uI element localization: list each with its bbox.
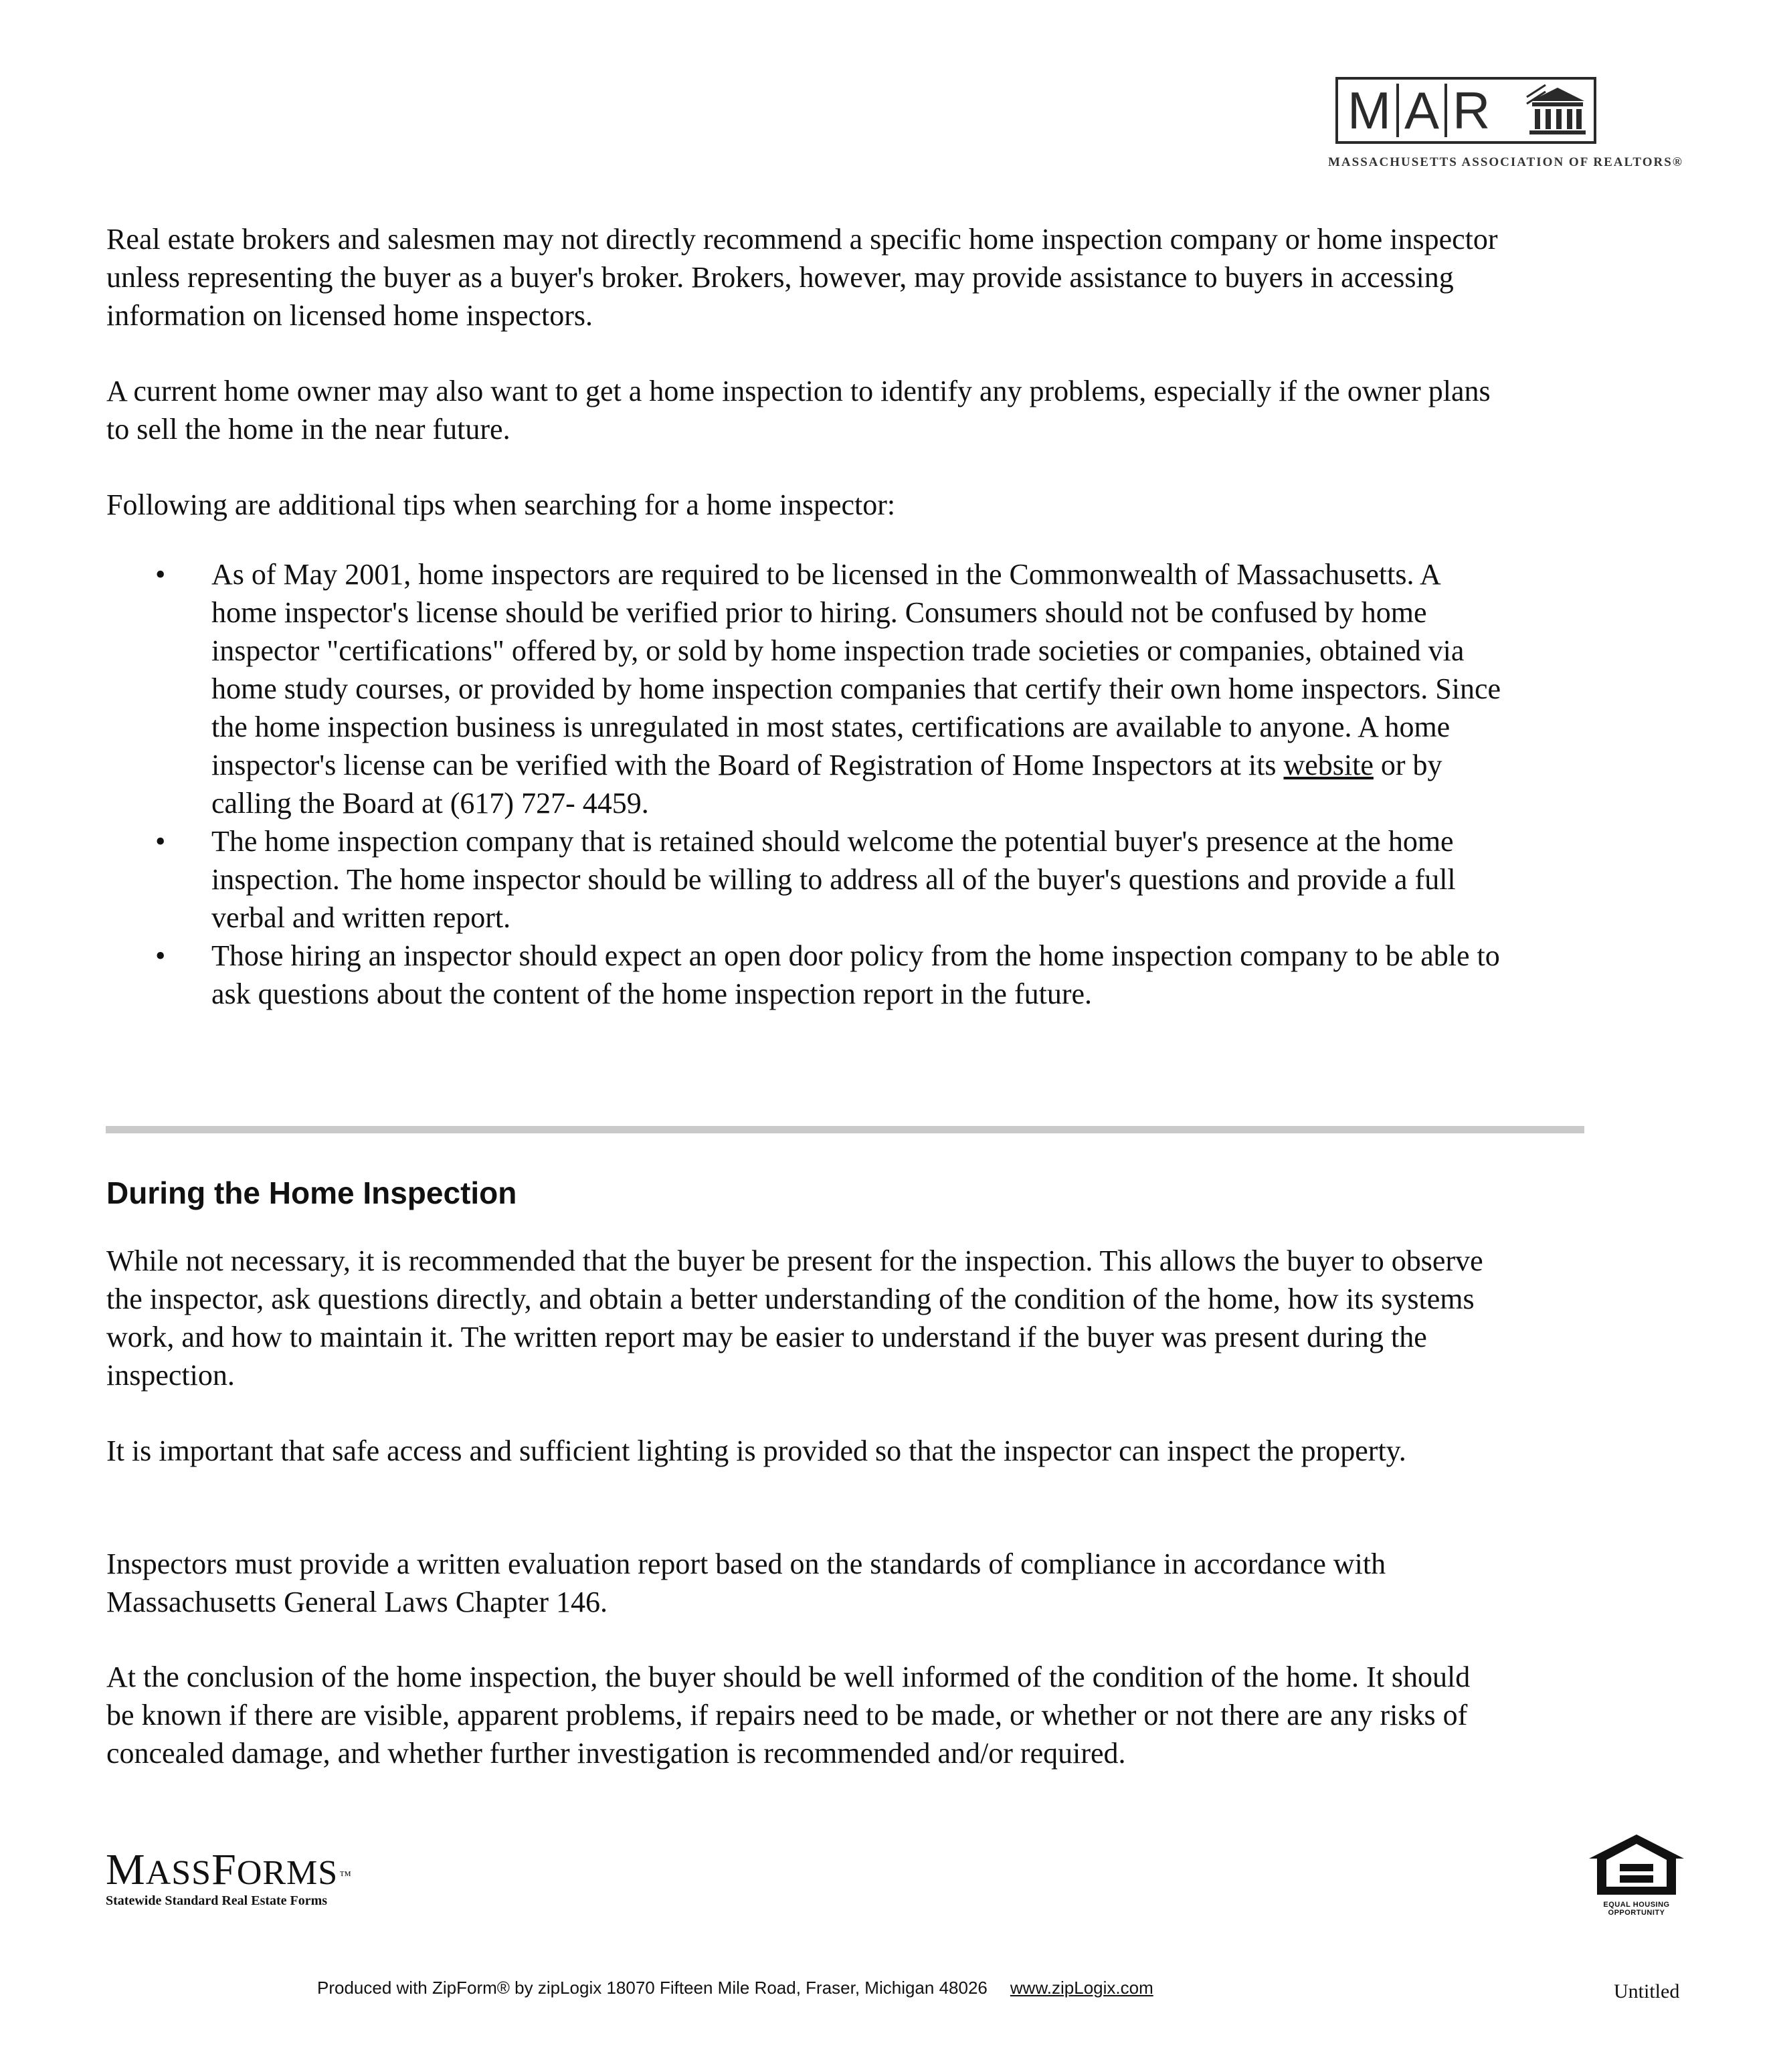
tips-intro: Following are additional tips when searching for a home inspector: [106,488,896,521]
section-divider [106,1126,1584,1133]
section-heading: During the Home Inspection [106,1175,517,1210]
list-item-text: Those hiring an inspector should expect an open door policy from the home inspection company to be able to ask questions about the content of the home inspection report in the future. [211,939,1500,1010]
equal-housing-logo [1586,1832,1687,1917]
list-item [106,937,1511,1013]
logo-divider [1444,84,1447,137]
footer-produced: Produced with ZipForm® by zipLogix 18070 Fifteen Mile Road, Fraser, Michigan 48026 [317,1978,988,1998]
massforms-tagline: Statewide Standard Real Estate Forms [106,1893,328,1908]
document-name: Untitled [1614,1980,1680,2002]
list-item [106,822,1511,937]
building-icon [1521,80,1594,141]
mar-logo [1335,77,1596,144]
ziplogix-link[interactable]: www.zipLogix.com [1010,1978,1153,1998]
section-paragraph: It is important that safe access and sufficient lighting is provided so that the inspector can inspect the property. [106,1434,1406,1467]
mar-logo-caption: MASSACHUSETTS ASSOCIATION OF REALTORS® [1327,155,1683,169]
massforms-logo [106,1845,352,1909]
list-item [106,555,1511,822]
bullet-marker: • [155,558,166,591]
footer [317,1977,1153,1998]
mar-logo-letters [1338,80,1490,141]
section-paragraph: While not necessary, it is recommended that the buyer be present for the inspection. This allows the buyer to observe the inspector, ask questions directly, and obtain a better understanding of the condition of the home, how its systems work, and how to maintain it. The written report may be easier to understand if the buyer was present during the inspection. [106,1244,1483,1392]
equal-housing-icon [1586,1832,1687,1896]
massforms-wordmark: MASSFORMS ™ [106,1845,352,1894]
bullet-marker: • [155,939,166,972]
list-item-text: The home inspection company that is retained should welcome the potential buyer's presence at the home inspection. The home inspector should be willing to address all of the buyer's questions and provide a full verbal and written report. [211,825,1456,934]
bullet-marker: • [155,825,166,858]
mar-letter-r: R [1453,81,1491,140]
tips-list [106,555,1511,1013]
intro-paragraph: Real estate brokers and salesmen may not directly recommend a specific home inspection company or home inspector unless representing the buyer as a buyer's broker. Brokers, however, may provide assistance to buyers in accessing information on licensed home inspectors. [106,223,1498,332]
mar-letter-a: A [1404,81,1440,140]
mar-letter-m: M [1347,81,1391,140]
logo-divider [1396,84,1399,137]
section-paragraph: Inspectors must provide a written evaluation report based on the standards of compliance in accordance with Massachusetts General Laws Chapter 146. [106,1547,1386,1618]
equal-housing-caption: EQUAL HOUSING OPPORTUNITY [1603,1901,1670,1917]
list-item-text: As of May 2001, home inspectors are required to be licensed in the Commonwealth of Massachusetts. A home inspector's license should be verified prior to hiring. Consumers should not be confused by home inspector "certifications" offered by, or sold by home inspection trade societies or companies, obtained via home study courses, or provided by home inspection companies that certify their own home inspectors. Since the home inspection business is unregulated in most states, certifications are available to anyone. A home inspector's license can be verified with the Board of Registration of Home Inspectors at its [211,558,1501,781]
website-link[interactable]: website [1283,749,1374,781]
intro-paragraph: A current home owner may also want to get a home inspection to identify any problems, especially if the owner plans to sell the home in the near future. [106,375,1491,446]
section-paragraph: At the conclusion of the home inspection, the buyer should be well informed of the condition of the home. It should be known if there are visible, apparent problems, if repairs need to be made, or whether or not there are any risks of concealed damage, and whether further investigation is recommended and/or required. [106,1661,1471,1770]
list-item-text: or by calling the Board at (617) 727- 4459. [211,749,1442,820]
